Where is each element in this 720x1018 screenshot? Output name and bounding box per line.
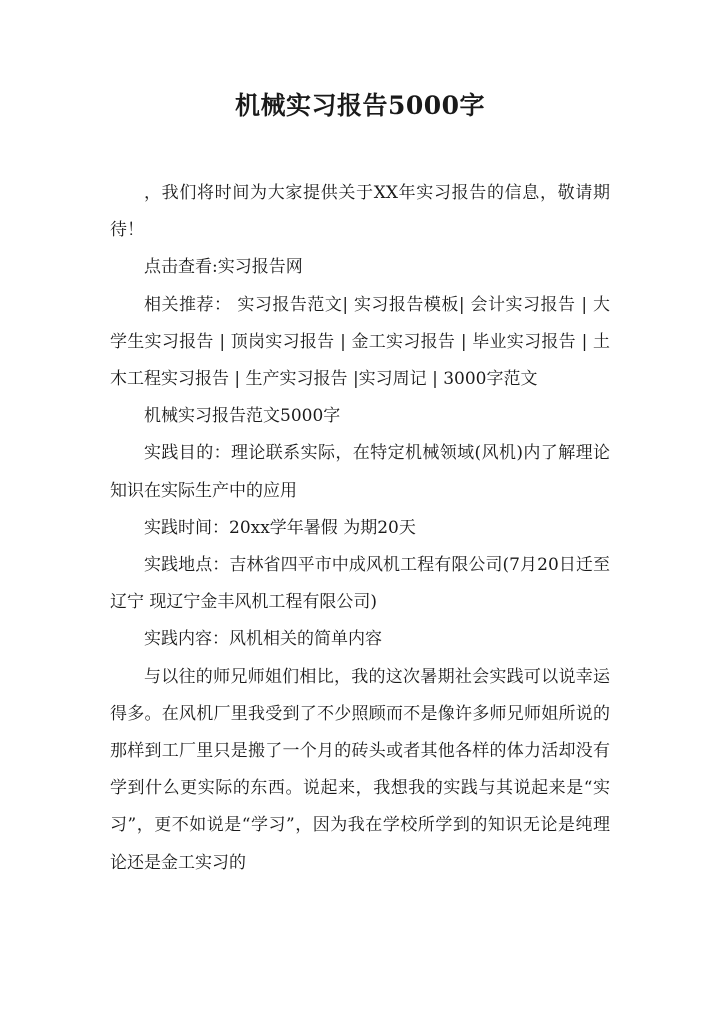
paragraph-location: 实践地点：吉林省四平市中成风机工程有限公司(7月20日迁至辽宁 现辽宁金丰风机工程有限公司) [110, 555, 610, 613]
paragraph-purpose: 实践目的：理论联系实际，在特定机械领域(风机)内了解理论知识在实际生产中的应用 [110, 443, 610, 501]
document-title: 机械实习报告5000字 [234, 91, 486, 120]
paragraph-content: 实践内容：风机相关的简单内容 [144, 629, 382, 650]
paragraph-intro: ，我们将时间为大家提供关于XX年实习报告的信息，敬请期待！ [110, 183, 610, 241]
paragraph-body: 与以往的师兄师姐们相比，我的这次暑期社会实践可以说幸运得多。在风机厂里我受到了不少照顾而不是像许多师兄师姐所说的那样到工厂里只是搬了一个月的砖头或者其他各样的体力活却没有学到什么更实际的东西。说起来，我想我的实践与其说起来是“实习”，更不如说是“学习”，因为我在学校所学到的知识无论是纯理论还是金工实习的 [110, 666, 610, 873]
paragraph-recommendations: 相关推荐： 实习报告范文| 实习报告模板| 会计实习报告 | 大学生实习报告 | 顶岗实习报告 | 金工实习报告 | 毕业实习报告 | 土木工程实习报告 | 生产实习报告 |实习周记 | 3000字范文 [110, 294, 610, 390]
document-body [110, 175, 610, 882]
paragraph-time: 实践时间：20xx学年暑假 为期20天 [144, 517, 416, 538]
paragraph-subtitle: 机械实习报告范文5000字 [144, 406, 341, 427]
paragraph-link: 点击查看:实习报告网 [144, 257, 303, 278]
